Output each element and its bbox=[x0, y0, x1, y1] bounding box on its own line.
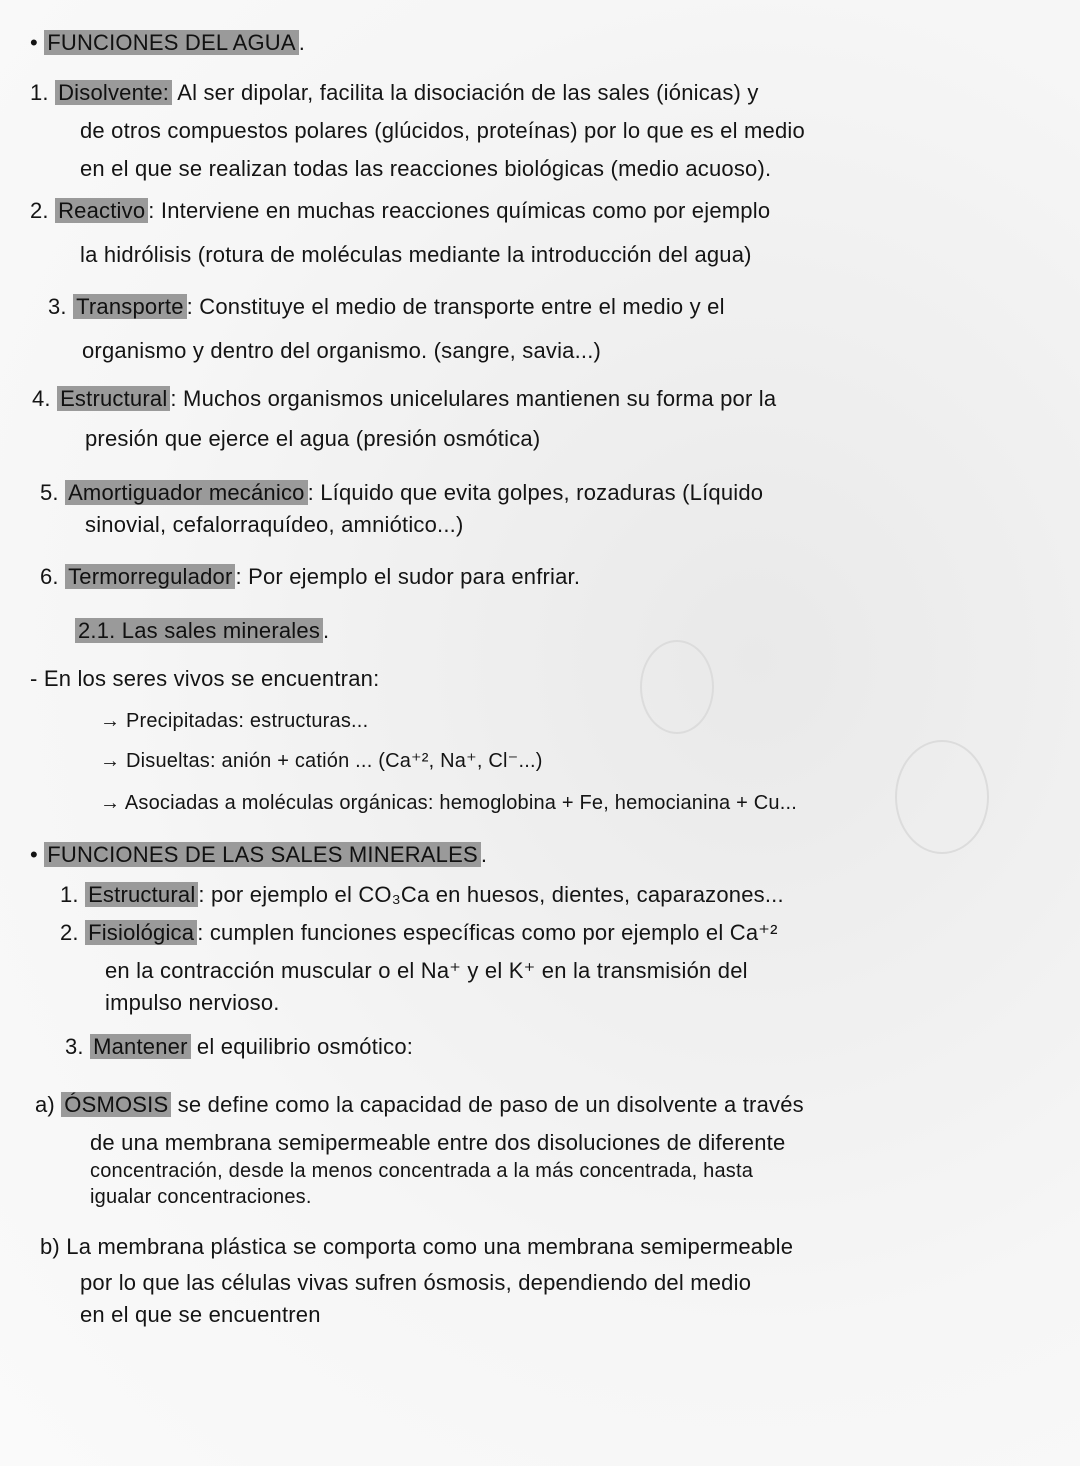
text-segment: concentración, desde la menos concentrada a la más concentrada, hasta bbox=[90, 1160, 754, 1182]
salts-line bbox=[90, 1182, 312, 1212]
text-segment: Al ser dipolar, facilita la disociación de las sales (iónicas) y bbox=[172, 80, 759, 105]
text-segment: : cumplen funciones específicas como por ejemplo el Ca⁺² bbox=[197, 920, 778, 945]
highlighted-term: Termorregulador bbox=[65, 564, 235, 589]
highlighted-term: Mantener bbox=[90, 1034, 191, 1059]
salts-line bbox=[60, 918, 778, 948]
salts-line bbox=[65, 1032, 413, 1062]
salts-functions-title: • FUNCIONES DE LAS SALES MINERALES . bbox=[30, 842, 488, 867]
text-segment: igualar concentraciones. bbox=[90, 1186, 312, 1208]
salts-line bbox=[90, 1128, 785, 1158]
text-segment: 3. bbox=[48, 294, 74, 319]
water-line bbox=[80, 154, 771, 184]
salts-heading: 2.1. Las sales minerales . bbox=[75, 616, 329, 646]
salts-line bbox=[40, 1232, 793, 1262]
text-segment: de otros compuestos polares (glúcidos, proteínas) por lo que es el medio bbox=[80, 118, 805, 143]
bleed-through-cell-drawing bbox=[895, 740, 989, 854]
text-segment: b) bbox=[40, 1234, 67, 1259]
text-segment: : Interviene en muchas reacciones químicas como por ejemplo bbox=[148, 198, 771, 223]
text-segment: por lo que las células vivas sufren ósmosis, dependiendo del medio bbox=[80, 1270, 752, 1295]
highlighted-term: Estructural bbox=[57, 386, 170, 411]
text-segment: impulso nervioso. bbox=[105, 990, 280, 1015]
bleed-through-cell-drawing bbox=[640, 640, 714, 734]
text-segment: : por ejemplo el CO₃Ca en huesos, dientes, caparazones... bbox=[198, 882, 784, 907]
water-line bbox=[30, 196, 770, 226]
text-segment: 4. bbox=[32, 386, 58, 411]
text-segment: 1. bbox=[30, 80, 56, 105]
text-segment: en el que se encuentren bbox=[80, 1302, 321, 1327]
text-segment: a) bbox=[35, 1092, 62, 1117]
text-segment: en la contracción muscular o el Na⁺ y el K⁺ en la transmisión del bbox=[105, 958, 748, 983]
text-segment: La membrana plástica se comporta como una membrana semipermeable bbox=[66, 1234, 794, 1259]
highlighted-term: Amortiguador mecánico bbox=[65, 480, 308, 505]
text-segment: 2. bbox=[30, 198, 56, 223]
highlighted-term: Disolvente: bbox=[55, 80, 172, 105]
text-segment: de una membrana semipermeable entre dos disoluciones de diferente bbox=[90, 1130, 786, 1155]
salts-line bbox=[80, 1300, 321, 1330]
salts-bullet: → Disueltas: anión + catión ... (Ca⁺², Na⁺, Cl⁻...) bbox=[100, 750, 543, 772]
water-line bbox=[40, 562, 580, 592]
text-segment: : Constituye el medio de transporte entre el medio y el bbox=[186, 294, 725, 319]
water-line bbox=[82, 336, 601, 366]
water-line bbox=[32, 384, 776, 414]
water-line bbox=[80, 116, 805, 146]
water-line bbox=[40, 478, 763, 508]
text-segment: la hidrólisis (rotura de moléculas mediante la introducción del agua) bbox=[80, 242, 752, 267]
water-line bbox=[85, 510, 464, 540]
text-segment: 2. bbox=[60, 920, 86, 945]
water-line bbox=[85, 424, 540, 454]
text-segment: el equilibrio osmótico: bbox=[190, 1034, 414, 1059]
salts-line bbox=[80, 1268, 751, 1298]
water-section-title: • FUNCIONES DEL AGUA . bbox=[30, 30, 306, 55]
salts-bullet: → Precipitadas: estructuras... bbox=[100, 710, 369, 732]
highlighted-term: Reactivo bbox=[55, 198, 148, 223]
text-segment: 5. bbox=[40, 480, 66, 505]
text-segment: organismo y dentro del organismo. (sangre, savia...) bbox=[82, 338, 602, 363]
salts-bullet: → Asociadas a moléculas orgánicas: hemoglobina + Fe, hemocianina + Cu... bbox=[100, 792, 798, 814]
text-segment: sinovial, cefalorraquídeo, amniótico...) bbox=[85, 512, 464, 537]
salts-line bbox=[60, 880, 784, 910]
text-segment: : Por ejemplo el sudor para enfriar. bbox=[235, 564, 581, 589]
text-segment: : Muchos organismos unicelulares mantienen su forma por la bbox=[170, 386, 777, 411]
water-line bbox=[48, 292, 725, 322]
salts-line bbox=[105, 956, 748, 986]
text-segment: : Líquido que evita golpes, rozaduras (Líquido bbox=[307, 480, 764, 505]
highlighted-term: Fisiológica bbox=[85, 920, 197, 945]
highlighted-term: FUNCIONES DE LAS SALES MINERALES bbox=[44, 842, 481, 867]
text-segment: 6. bbox=[40, 564, 66, 589]
salts-intro: - En los seres vivos se encuentran: bbox=[30, 666, 380, 691]
text-segment: presión que ejerce el agua (presión osmótica) bbox=[85, 426, 541, 451]
salts-line bbox=[105, 988, 280, 1018]
water-line bbox=[80, 240, 752, 270]
highlighted-term: Estructural bbox=[85, 882, 198, 907]
highlighted-term: FUNCIONES DEL AGUA bbox=[44, 30, 299, 55]
highlighted-term: Transporte bbox=[73, 294, 187, 319]
text-segment: 1. bbox=[60, 882, 86, 907]
highlighted-term: 2.1. Las sales minerales bbox=[75, 618, 323, 643]
salts-line bbox=[35, 1090, 804, 1120]
text-segment: en el que se realizan todas las reacciones biológicas (medio acuoso). bbox=[80, 156, 772, 181]
water-line bbox=[30, 78, 759, 108]
highlighted-term: ÓSMOSIS bbox=[61, 1092, 171, 1117]
text-segment: se define como la capacidad de paso de un disolvente a través bbox=[171, 1092, 804, 1117]
text-segment: 3. bbox=[65, 1034, 91, 1059]
